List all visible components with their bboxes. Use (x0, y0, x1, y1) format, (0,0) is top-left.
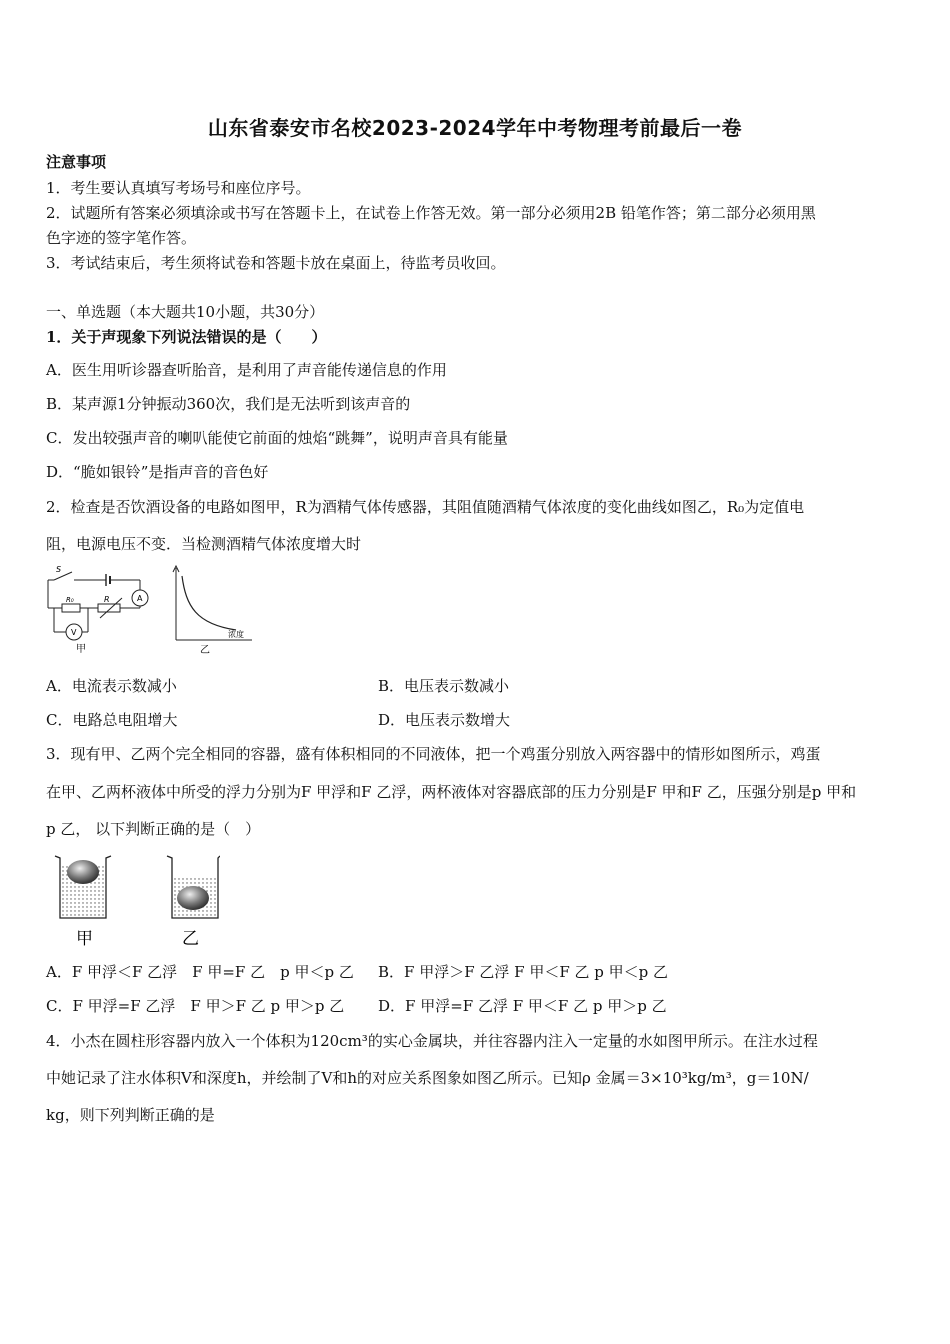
q2-option-b: B．电压表示数减小 (378, 677, 510, 695)
switch-label: S (56, 565, 62, 574)
q1-stem: 1．关于声现象下列说法错误的是（ ） (46, 328, 327, 346)
r-label: R (104, 595, 110, 604)
notice-heading: 注意事项 (46, 153, 107, 171)
figure-label-yi: 乙 (182, 929, 199, 949)
beaker-jia (55, 856, 111, 918)
resistance-concentration-graph (173, 566, 252, 640)
r0-label: R₀ (66, 596, 74, 604)
q4-stem-line1: 4．小杰在圆柱形容器内放入一个体积为120cm³的实心金属块，并往容器内注入一定量的水如图甲所示。在注水过程 (46, 1032, 818, 1050)
page-title: 山东省泰安市名校2023-2024学年中考物理考前最后一卷 (207, 116, 743, 140)
q2-option-a: A．电流表示数减小 (46, 677, 177, 695)
q2-stem-line1: 2．检查是否饮酒设备的电路如图甲，R为酒精气体传感器，其阻值随酒精气体浓度的变化曲线如图乙，R₀为定值电 (46, 498, 805, 516)
axis-x-label: 浓度 (228, 630, 244, 639)
q3-figure (50, 850, 220, 950)
section-heading: 一、单选题（本大题共10小题，共30分） (46, 303, 325, 321)
notice-item-1: 1．考生要认真填写考场号和座位序号。 (46, 179, 311, 197)
q2-stem-line2: 阻，电源电压不变．当检测酒精气体浓度增大时 (46, 535, 362, 553)
notice-item-2: 2．试题所有答案必须填涂或书写在答题卡上，在试卷上作答无效。第一部分必须用2B 铅笔作答；第二部分必须用黑 (46, 204, 816, 222)
circuit-diagram (48, 572, 148, 640)
q2-option-d: D．电压表示数增大 (378, 711, 511, 729)
r-sensor (98, 604, 120, 612)
q4-stem-line3: kg，则下列判断正确的是 (46, 1106, 215, 1124)
resistance-curve (182, 576, 236, 630)
notice-item-2-cont: 色字迹的签字笔作答。 (46, 229, 197, 247)
q3-stem-line3: p 乙， 以下判断正确的是（ ） (46, 820, 261, 838)
figure-label-jia: 甲 (76, 929, 93, 949)
q1-option-c: C．发出较强声音的喇叭能使它前面的烛焰“跳舞”，说明声音具有能量 (46, 429, 508, 447)
q3-option-c: C．F 甲浮=F 乙浮 F 甲＞F 乙 p 甲＞p 乙 (46, 997, 345, 1015)
q3-option-b: B．F 甲浮＞F 乙浮 F 甲＜F 乙 p 甲＜p 乙 (378, 963, 669, 981)
egg-yi (177, 886, 209, 910)
q1-option-d: D．“脆如银铃”是指声音的音色好 (46, 463, 269, 481)
q3-option-d: D．F 甲浮=F 乙浮 F 甲＜F 乙 p 甲＞p 乙 (378, 997, 667, 1015)
q1-option-a: A．医生用听诊器查听胎音，是利用了声音能传递信息的作用 (46, 361, 447, 379)
q3-stem-line1: 3．现有甲、乙两个完全相同的容器，盛有体积相同的不同液体，把一个鸡蛋分别放入两容器中的情形如图所示，鸡蛋 (46, 745, 821, 763)
q2-figure (40, 562, 260, 658)
q3-stem-line2: 在甲、乙两杯液体中所受的浮力分别为F 甲浮和F 乙浮，两杯液体对容器底部的压力分别是F 甲和F 乙，压强分别是p 甲和 (46, 783, 857, 801)
beaker-yi (167, 856, 220, 918)
q2-option-c: C．电路总电阻增大 (46, 711, 178, 729)
q4-stem-line2: 中她记录了注水体积V和深度h，并绘制了V和h的对应关系图象如图乙所示。已知ρ 金属＝3×10³kg/m³，g＝10N/ (46, 1069, 809, 1087)
egg-jia (67, 860, 99, 884)
q1-option-b: B．某声源1分钟振动360次，我们是无法听到该声音的 (46, 395, 411, 413)
r0-resistor (62, 604, 80, 612)
figure-label-jia: 甲 (76, 644, 86, 655)
figure-label-yi: 乙 (200, 645, 210, 656)
q3-option-a: A．F 甲浮＜F 乙浮 F 甲=F 乙 p 甲＜p 乙 (46, 963, 354, 981)
voltmeter-label: V (71, 628, 77, 637)
notice-item-3: 3．考试结束后，考生须将试卷和答题卡放在桌面上，待监考员收回。 (46, 254, 506, 272)
ammeter-label: A (137, 594, 143, 603)
